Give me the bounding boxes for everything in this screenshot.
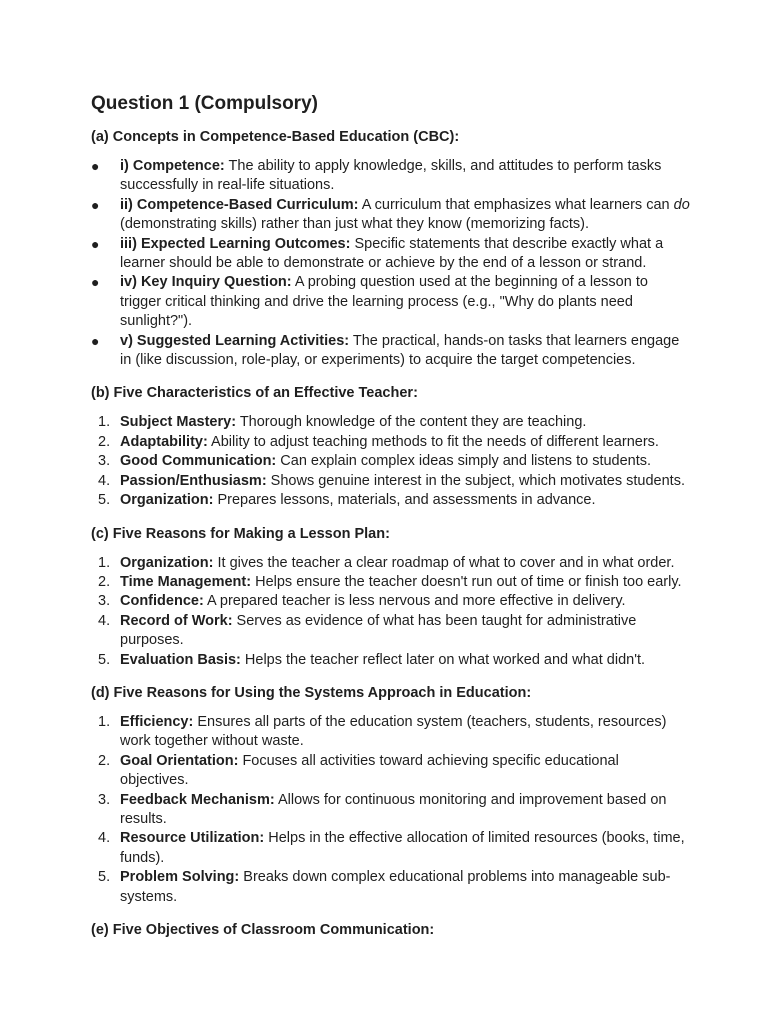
section-heading: (b) Five Characteristics of an Effective Teacher: <box>91 385 418 402</box>
list-item-text: Helps ensure the teacher doesn't run out of time or finish too early. <box>251 573 682 590</box>
list-item-text: Helps in the effective allocation of limited resources (books, time, funds). <box>120 830 685 866</box>
list-item-number: 5. <box>98 492 111 509</box>
list-item-term: Time Management: <box>120 573 252 590</box>
list-item-text: Thorough knowledge of the content they are teaching. <box>236 414 587 431</box>
list-item-number: 3. <box>98 791 111 808</box>
list-item-text: Ability to adjust teaching methods to fit the needs of different learners. <box>207 433 659 450</box>
list-item-text: Specific statements that describe exactly what a learner should be able to demonstrate or achieve by the end of a lesson or strand. <box>120 235 664 272</box>
list-item-text: (demonstrating skills) rather than just what they know (memorizing facts). <box>120 216 590 233</box>
page-title: Question 1 (Compulsory) <box>91 93 318 114</box>
list-item <box>91 554 691 573</box>
list-item <box>91 196 691 235</box>
list-item-term: Problem Solving: <box>120 869 240 886</box>
list-item <box>91 713 691 752</box>
list-item <box>91 651 691 670</box>
numbered-list <box>91 713 691 907</box>
section-b <box>91 384 691 510</box>
list-item <box>91 452 691 471</box>
section-heading: (c) Five Reasons for Making a Lesson Plan: <box>91 525 390 542</box>
list-item-text: Can explain complex ideas simply and listens to students. <box>276 453 652 470</box>
list-item-text: A probing question used at the beginning of a lesson to trigger critical thinking and drive the learning process (e.g., "Why do plants need sunlight?"). <box>120 274 648 330</box>
list-item-term: Passion/Enthusiasm: <box>120 472 267 489</box>
bullet-icon: ● <box>91 332 100 349</box>
numbered-list <box>91 413 691 510</box>
list-item-number: 2. <box>98 573 111 590</box>
list-item-term: Resource Utilization: <box>120 830 265 847</box>
section-heading: (e) Five Objectives of Classroom Communication: <box>91 922 435 938</box>
list-item <box>91 157 691 196</box>
list-item-term: iv) Key Inquiry Question: <box>120 274 292 291</box>
list-item-term: ii) Competence-Based Curriculum: <box>120 196 359 213</box>
list-item-number: 2. <box>98 752 111 769</box>
list-item-text: A prepared teacher is less nervous and more effective in delivery. <box>203 593 626 610</box>
list-item-term: Organization: <box>120 492 214 509</box>
list-item-number: 1. <box>98 554 111 571</box>
list-item <box>91 829 691 868</box>
bullet-icon: ● <box>91 196 100 213</box>
list-item-text: Serves as evidence of what has been taught for administrative purposes. <box>120 612 637 649</box>
document-page <box>91 92 691 950</box>
list-item-text: It gives the teacher a clear roadmap of what to cover and in what order. <box>213 554 675 571</box>
list-item-text: Breaks down complex educational problems into manageable sub-systems. <box>120 869 671 905</box>
section-c <box>91 525 691 670</box>
list-item <box>91 472 691 491</box>
list-item <box>91 491 691 510</box>
list-item-text: Focuses all activities toward achieving specific educational objectives. <box>120 752 619 789</box>
list-item <box>91 791 691 830</box>
list-item-number: 2. <box>98 433 111 450</box>
bullet-icon: ● <box>91 158 100 174</box>
list-item-number: 1. <box>98 414 111 431</box>
list-item-term: Efficiency: <box>120 713 194 730</box>
list-item <box>91 413 691 432</box>
list-item <box>91 273 691 331</box>
list-item-text: The ability to apply knowledge, skills, and attitudes to perform tasks successfully in real-life situations. <box>120 158 662 194</box>
list-item-number: 4. <box>98 472 111 489</box>
list-item-text: Helps the teacher reflect later on what worked and what didn't. <box>240 651 646 668</box>
list-item-text: Ensures all parts of the education system (teachers, students, resources) work together without waste. <box>120 713 667 750</box>
list-item-term: Feedback Mechanism: <box>120 791 275 808</box>
list-item-term: iii) Expected Learning Outcomes: <box>120 235 351 252</box>
list-item-term: i) Competence: <box>120 158 225 174</box>
list-item <box>91 332 691 371</box>
list-item-term: Good Communication: <box>120 453 277 470</box>
list-item-term: Organization: <box>120 554 214 571</box>
list-item-number: 3. <box>98 453 111 470</box>
list-item-emphasis: do <box>673 196 690 213</box>
list-item-text: Shows genuine interest in the subject, which motivates students. <box>266 472 685 489</box>
bullet-icon: ● <box>91 274 100 291</box>
list-item-number: 5. <box>98 869 111 886</box>
list-item <box>91 612 691 651</box>
section-heading: (a) Concepts in Competence-Based Education (CBC): <box>91 129 460 145</box>
list-item <box>91 868 691 907</box>
section-heading: (d) Five Reasons for Using the Systems Approach in Education: <box>91 684 532 701</box>
list-item-text: The practical, hands-on tasks that learners engage in (like discussion, role-play, or experiments) to acquire the target competencies. <box>120 332 680 369</box>
list-item <box>91 433 691 452</box>
numbered-list <box>91 554 691 670</box>
list-item-term: Record of Work: <box>120 612 233 629</box>
list-item-term: Adaptability: <box>120 433 208 450</box>
list-item-text: Prepares lessons, materials, and assessments in advance. <box>213 492 596 509</box>
list-item-number: 3. <box>98 593 111 610</box>
list-item-term: v) Suggested Learning Activities: <box>120 332 350 349</box>
list-item <box>91 573 691 592</box>
list-item-term: Evaluation Basis: <box>120 651 241 668</box>
section-e <box>91 921 691 940</box>
section-d <box>91 684 691 907</box>
bullet-icon: ● <box>91 235 100 252</box>
list-item-number: 4. <box>98 830 111 847</box>
list-item-term: Confidence: <box>120 593 204 610</box>
list-item-number: 4. <box>98 612 111 629</box>
list-item-term: Goal Orientation: <box>120 752 239 769</box>
list-item-term: Subject Mastery: <box>120 414 237 431</box>
list-item-number: 1. <box>98 713 111 730</box>
list-item <box>91 235 691 274</box>
list-item <box>91 592 691 611</box>
list-item <box>91 752 691 791</box>
list-item-text: Allows for continuous monitoring and improvement based on results. <box>120 791 667 827</box>
bullet-list <box>91 157 691 370</box>
list-item-number: 5. <box>98 651 111 668</box>
list-item-text: A curriculum that emphasizes what learners can <box>358 196 674 213</box>
section-a <box>91 128 691 370</box>
